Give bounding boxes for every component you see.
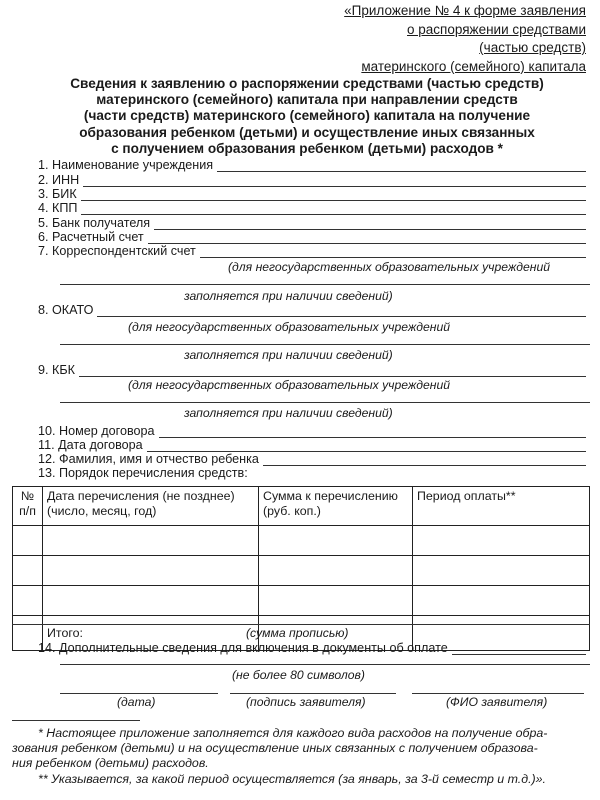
table-row [13,526,590,556]
field-label: 14. Дополнительные сведения для включения в документы об оплате [38,641,448,655]
field-label: 7. Корреспондентский счет [38,244,196,258]
appendix-line: о распоряжении средствами [407,21,586,37]
header-sum [259,487,413,526]
hint-sum-in-words: (сумма прописью) [246,626,349,640]
fill-line[interactable] [159,426,586,438]
fill-line[interactable] [60,344,590,345]
footnote-1-cont [12,741,594,771]
field-label: 6. Расчетный счет [38,230,144,244]
field-kpp[interactable] [38,201,586,215]
table-cell[interactable] [413,556,590,586]
fill-line[interactable] [60,664,590,665]
field-child-full-name[interactable] [38,452,586,466]
footnote-line: ния ребенком (детьми) расходов. [12,756,209,770]
header-date [43,487,259,526]
table-cell[interactable] [413,586,590,616]
table-cell[interactable] [13,556,43,586]
field-label: 1. Наименование учреждения [38,158,214,172]
fill-line[interactable] [147,440,586,452]
field-inn[interactable] [38,173,586,187]
fill-line[interactable] [217,160,586,172]
hint-max-symbols: (не более 80 символов) [232,668,365,682]
field-label: 13. Порядок перечисления средств: [38,466,248,480]
field-settlement-account[interactable] [38,230,586,244]
footnote-2: ** Указывается, за какой период осуществляется (за январь, за 3-й семестр и т.д.)». [38,772,547,786]
fill-line[interactable] [60,284,590,285]
title-line: с получением образования ребенком (детьми) расходов * [111,140,503,156]
table-cell[interactable] [259,526,413,556]
title-line: (части средств) материнского (семейного) капитала на получение [83,108,531,124]
title-line: образования ребенком (детьми) и осуществление иных связанных [79,124,535,140]
hint-signature: (подпись заявителя) [246,695,366,709]
fill-line[interactable] [83,175,586,187]
table-cell[interactable] [43,586,259,616]
fill-line[interactable] [263,454,586,466]
fio-line[interactable] [412,693,584,694]
field-label: 10. Номер договора [38,424,155,438]
field-label: 9. КБК [38,363,75,377]
table-cell[interactable] [43,556,259,586]
field-correspondent-account[interactable] [38,244,586,258]
field-contract-date[interactable] [38,438,586,452]
field-label: 11. Дата договора [38,438,143,452]
total-label: Итого: [43,616,259,651]
table-cell[interactable] [259,586,413,616]
header-text: (число, месяц, год) [47,504,157,518]
signature-line[interactable] [230,693,396,694]
header-text: Период оплаты** [417,489,516,503]
fill-line[interactable] [200,246,586,258]
fill-line[interactable] [12,624,590,625]
appendix-line: материнского (семейного) капитала [361,58,586,74]
field-additional-info[interactable] [38,641,586,655]
fill-line[interactable] [81,189,586,201]
fill-line[interactable] [79,365,586,377]
field-institution-name[interactable] [38,158,586,172]
hint-non-state: (для негосударственных образовательных учреждений [128,378,451,392]
field-label: 3. БИК [38,187,77,201]
table-cell[interactable] [413,526,590,556]
hint-if-available: заполняется при наличии сведений) [184,289,393,303]
field-label: 5. Банк получателя [38,216,151,230]
field-label: 12. Фамилия, имя и отчество ребенка [38,452,259,466]
footnote-divider [12,720,140,721]
footnote-1 [38,726,594,741]
fill-line[interactable] [81,203,586,215]
table-cell[interactable] [13,526,43,556]
title-line: материнского (семейного) капитала при направлении средств [96,92,518,108]
field-kbk[interactable] [38,363,586,377]
fill-line[interactable] [60,402,590,403]
fill-line[interactable] [452,643,586,655]
header-num [13,487,43,526]
table-header-row [13,487,590,526]
table-cell[interactable] [13,586,43,616]
header-text: Сумма к перечислению [263,489,398,503]
hint-if-available: заполняется при наличии сведений) [184,406,393,420]
table-row [13,556,590,586]
header-text: (руб. коп.) [263,504,321,518]
hint-non-state: (для негосударственных образовательных учреждений [128,320,451,334]
field-label: 8. ОКАТО [38,303,94,317]
appendix-line: (частью средств) [479,40,586,55]
field-recipient-bank[interactable] [38,216,586,230]
header-period [413,487,590,526]
hint-fio: (ФИО заявителя) [446,695,548,709]
table-cell[interactable] [259,556,413,586]
appendix-header [344,2,586,76]
date-line[interactable] [60,693,218,694]
hint-non-state: (для негосударственных образовательных учреждений [228,260,551,274]
header-text: Дата перечисления (не позднее) [47,489,235,503]
fill-line[interactable] [148,232,586,244]
header-text: № [20,489,35,503]
field-label: 2. ИНН [38,173,80,187]
header-text: п/п [19,504,36,518]
transfer-order-label [38,466,586,480]
fill-line[interactable] [154,218,586,230]
field-okato[interactable] [38,303,586,317]
hint-if-available: заполняется при наличии сведений) [184,348,393,362]
document-title [22,76,592,157]
footnote-line: зования ребенком (детьми) и на осуществление иных связанных с получением образова- [12,741,538,755]
field-label: 4. КПП [38,201,78,215]
field-contract-number[interactable] [38,424,586,438]
table-cell[interactable] [43,526,259,556]
appendix-line: «Приложение № 4 к форме заявления [344,3,586,18]
table-row [13,586,590,616]
field-bik[interactable] [38,187,586,201]
title-line: Сведения к заявлению о распоряжении средствами (частью средств) [70,76,544,91]
fill-line[interactable] [97,305,586,317]
footnote-line: * Настоящее приложение заполняется для каждого вида расходов на получение обра- [38,726,548,740]
hint-date: (дата) [117,695,156,709]
